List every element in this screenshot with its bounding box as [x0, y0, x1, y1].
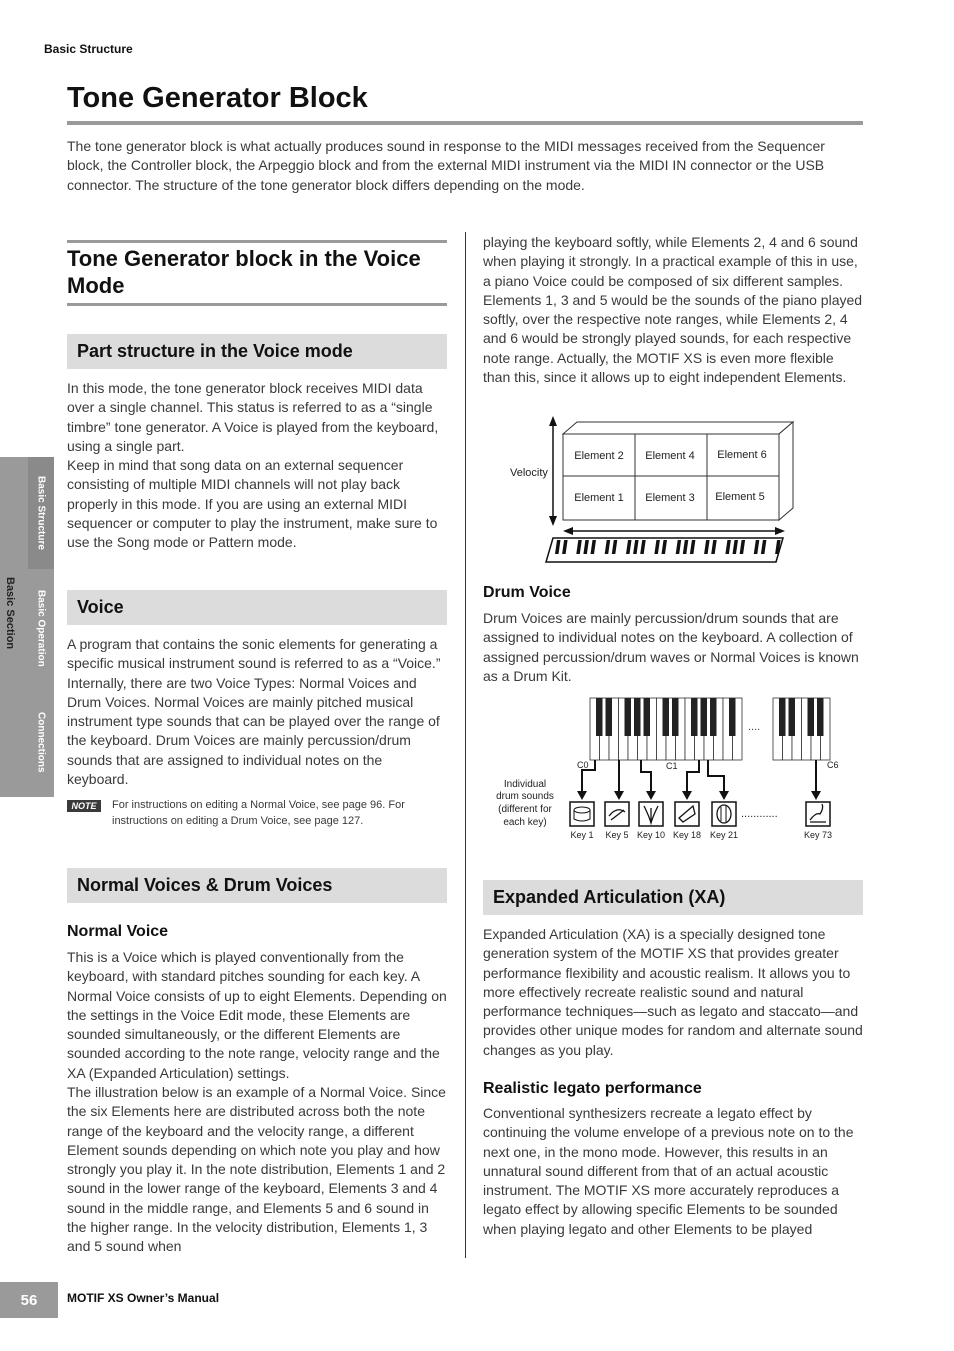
- running-head: Basic Structure: [44, 42, 133, 56]
- key-label-10: Key 10: [636, 830, 666, 840]
- heading-voice-text: Voice: [77, 597, 124, 617]
- drum-arrowhead-2: [646, 791, 656, 800]
- element-3-label: Element 3: [645, 492, 695, 504]
- key-label-5: Key 5: [605, 830, 629, 840]
- tab-basic-structure-label: Basic Structure: [35, 476, 47, 550]
- element-4-label: Element 4: [645, 450, 695, 462]
- drum-label-line-4: each key): [503, 817, 547, 828]
- note-label-c0: C0: [577, 760, 589, 770]
- heading-xa-text: Expanded Articulation (XA): [493, 887, 726, 907]
- element-1-label: Element 1: [574, 492, 624, 504]
- shaker-icon: [806, 802, 830, 826]
- key-label-73: Key 73: [803, 830, 833, 840]
- note-text: For instructions on editing a Normal Voice, see page 96. For instructions on editing a Drum Voice, see page 127.: [112, 799, 405, 827]
- element-diagram: [483, 412, 863, 574]
- side-tab-strip: [0, 457, 54, 797]
- title-rule: [67, 121, 863, 125]
- part-structure-para-2: Keep in mind that song data on an external sequencer consisting of multiple MIDI channels will not play back properly in this mode. If you are using an external MIDI sequencer or computer to play the instrument, make sure to use the Song mode or Pattern mode.: [67, 457, 438, 551]
- xa-paragraph: Expanded Articulation (XA) is a specially designed tone generation system of the MOTIF XS that provides greater performance flexibility and acoustic realism. It allows you to more effectively recreate realistic sound and natural performance techniques—such as legato and staccato—and provides other unique modes for random and alternate sound changes as you play.: [483, 926, 863, 1058]
- element-2-label: Element 2: [574, 450, 624, 462]
- drum-arrowhead-3: [682, 791, 692, 800]
- note-arrow-left: [563, 527, 573, 535]
- velocity-arrow-up: [549, 416, 557, 426]
- key-label-18: Key 18: [672, 830, 702, 840]
- drum-arrows: [577, 760, 821, 800]
- keyboard-left-section: [590, 698, 742, 760]
- drum-label-line-1: Individual: [503, 779, 547, 790]
- note-label-c6: C6: [827, 760, 839, 770]
- left-black-key-1: [606, 698, 613, 736]
- note-arrow-right: [775, 527, 785, 535]
- footer-manual-title: MOTIF XS Owner’s Manual: [67, 1291, 220, 1305]
- left-black-key-11: [701, 698, 708, 736]
- drum-icons-ellipsis: ............: [741, 808, 778, 820]
- left-black-key-8: [672, 698, 679, 736]
- element-6-label: Element 6: [717, 449, 767, 461]
- left-black-key-10: [691, 698, 698, 736]
- heading-normal-drum-text: Normal Voices & Drum Voices: [77, 875, 333, 895]
- hand-drum-icon: [605, 802, 629, 826]
- note-label-c1: C1: [666, 761, 678, 771]
- snare-drum-icon: [570, 802, 594, 826]
- cymbal-icon: [639, 802, 663, 826]
- keyboard-right-section: [773, 698, 830, 760]
- heading-normal-drum: [67, 868, 447, 903]
- velocity-arrow-down: [549, 516, 557, 526]
- heading-normal-voice: Normal Voice: [67, 923, 169, 940]
- tab-basic-structure[interactable]: [28, 457, 54, 569]
- heading-xa: [483, 880, 863, 915]
- normal-voice-para-2: The illustration below is an example of a Normal Voice. Since the six Elements here are distributed across both the note range of the keyboard and the velocity range, a different Element sounds depending on which note you play and how strongly you play it. In the note distribution, Elements 1 and 2 sound in the lower range of the keyboard, Elements 3 and 4 sound in the middle range, and Elements 5 and 6 sound in the higher range. In the velocity distribution, Elements 1, 3 and 5 sound when: [67, 1084, 446, 1255]
- heading-part-structure: [67, 334, 447, 369]
- left-black-key-0: [596, 698, 603, 736]
- key-label-1: Key 1: [570, 830, 594, 840]
- heading-legato: Realistic legato performance: [483, 1080, 702, 1097]
- tab-basic-operation[interactable]: [28, 574, 54, 682]
- drum-icons: [570, 802, 830, 826]
- note-badge: NOTE: [67, 800, 101, 812]
- drum-diagram: [483, 692, 863, 852]
- heading-voice: [67, 590, 447, 625]
- normal-voice-para-1: This is a Voice which is played conventionally from the keyboard, with standard pitches sounding for each key. A Normal Voice consists of up to eight Elements. Depending on the settings in the Voice Edit mode, these Elements are sounded simultaneously, or the different Elements are sounded according to the note range, velocity range and the XA (Expanded Articulation) settings.: [67, 949, 447, 1081]
- drum-arrow-4: [708, 760, 724, 795]
- left-black-key-14: [729, 698, 736, 736]
- part-structure-para-1: In this mode, the tone generator block receives MIDI data over a single channel. This status is referred to as a “single timbre” tone generator. A Voice is played from the keyboard, using a single part.: [67, 380, 439, 454]
- normal-voice-continued: playing the keyboard softly, while Elements 2, 4 and 6 sound when playing it strongly. In a practical example of this in use, a piano Voice could be composed of six different samples. Elements 1, 3 and 5 would be the sounds of the piano played softly, over the respective note ranges, while Elements 2, 4 and 6 would be strongly played sounds, for each respective note range. Actually, the MOTIF XS is even more flexible than this, since it allows up to eight independent Elements.: [483, 234, 863, 386]
- drum-arrowhead-4: [719, 791, 729, 800]
- drum-label-line-3: (different for: [498, 804, 552, 815]
- right-black-key-3: [808, 698, 815, 736]
- element-5-label: Element 5: [715, 491, 765, 503]
- element-block-top: [563, 422, 793, 434]
- tab-connections[interactable]: [28, 687, 54, 797]
- cymbal-2-icon: [712, 802, 736, 826]
- page-number: 56: [0, 1282, 58, 1318]
- drum-arrow-2: [641, 760, 651, 795]
- keyboard-ellipsis: ....: [748, 721, 761, 733]
- section-rule-top: [67, 240, 447, 243]
- drum-arrowhead-5: [811, 791, 821, 800]
- drum-label-line-2: drum sounds: [496, 791, 554, 802]
- right-black-key-4: [817, 698, 824, 736]
- velocity-label: Velocity: [510, 467, 548, 479]
- tambourine-icon: [675, 802, 699, 826]
- section-rule-bottom: [67, 303, 447, 306]
- left-black-key-4: [634, 698, 641, 736]
- right-black-key-1: [789, 698, 796, 736]
- element-block-side: [779, 422, 793, 520]
- drum-arrowhead-1: [614, 791, 624, 800]
- side-section-label: Basic Section: [4, 577, 16, 650]
- legato-paragraph: Conventional synthesizers recreate a legato effect by continuing the volume envelope of a previous note on to the next one, in the mono mode. However, this results in an unnatural sound different from that of an actual acoustic instrument. The MOTIF XS more accurately reproduces a legato effect by allowing specific Elements to be sounded when playing legato and other Elements to be played: [483, 1105, 854, 1237]
- drum-voice-paragraph: Drum Voices are mainly percussion/drum sounds that are assigned to individual notes on the keyboard. A collection of assigned percussion/drum waves or Normal Voices is known as a Drum Kit.: [483, 610, 859, 684]
- section-heading-voice-mode: Tone Generator block in the Voice Mode: [67, 246, 421, 298]
- left-black-key-5: [644, 698, 651, 736]
- column-divider: [465, 232, 466, 1258]
- left-black-key-7: [663, 698, 670, 736]
- tab-basic-operation-label: Basic Operation: [35, 589, 47, 667]
- right-black-key-0: [779, 698, 786, 736]
- key-label-21: Key 21: [709, 830, 739, 840]
- tab-connections-label: Connections: [35, 711, 47, 773]
- left-black-key-3: [625, 698, 632, 736]
- voice-paragraph: A program that contains the sonic elements for generating a specific musical instrument sound is referred to as a “Voice.” Internally, there are two Voice Types: Normal Voices and Drum Voices. Normal Voices are mainly pitched musical instrument type sounds that can be played over the range of the keyboard. Drum Voices are mainly percussion/drum sounds that are assigned to individual notes on the keyboard.: [67, 636, 441, 788]
- drum-arrowhead-0: [577, 791, 587, 800]
- intro-paragraph: The tone generator block is what actually produces sound in response to the MIDI messages received from the Sequencer block, the Controller block, the Arpeggio block and from the external MIDI instrument via the MIDI IN connector or the USB connector. The structure of the tone generator block differs depending on the mode.: [67, 138, 825, 193]
- page-title: Tone Generator Block: [67, 82, 368, 114]
- drum-arrow-3: [687, 760, 699, 795]
- heading-drum-voice: Drum Voice: [483, 584, 571, 601]
- element-block-front: [563, 434, 779, 520]
- heading-part-structure-text: Part structure in the Voice mode: [77, 341, 353, 361]
- left-black-key-12: [710, 698, 717, 736]
